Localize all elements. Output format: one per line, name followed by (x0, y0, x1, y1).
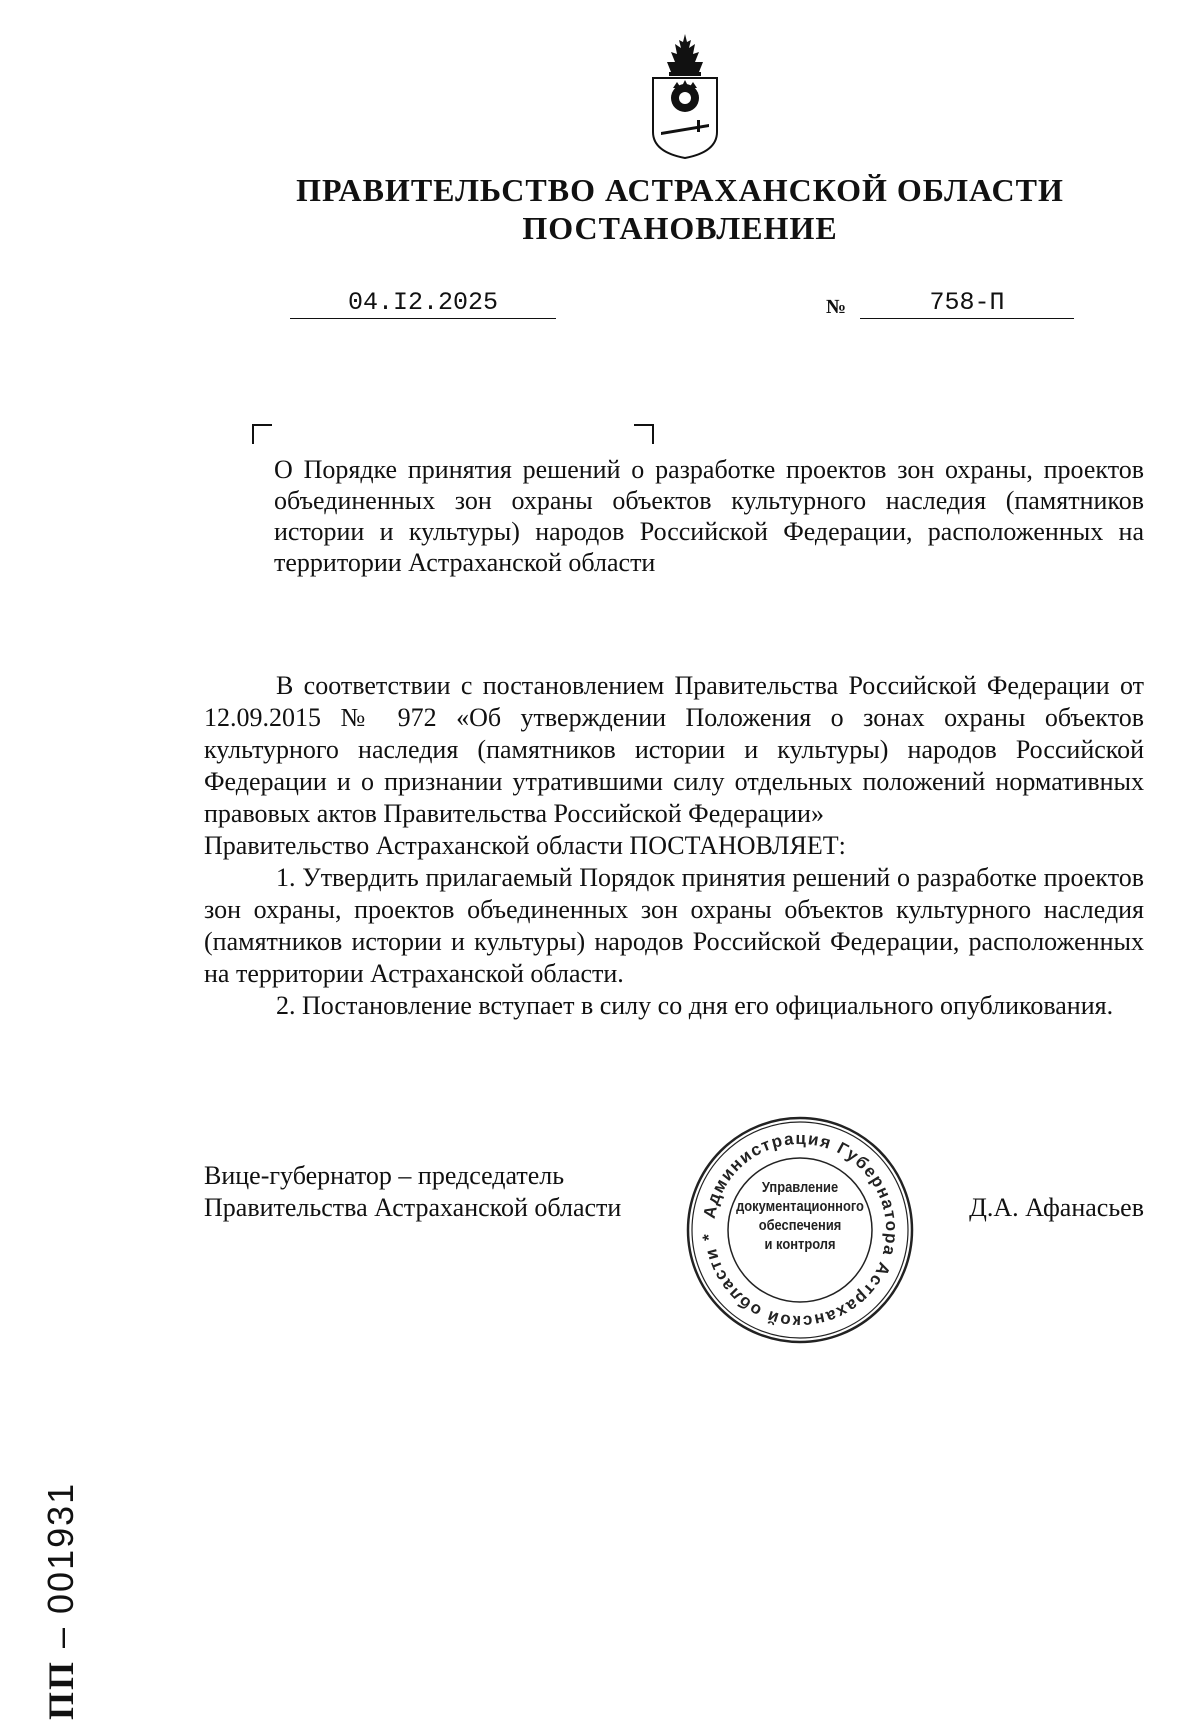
coat-of-arms-emblem (647, 32, 723, 160)
seal-center-line-4: и контроля (764, 1236, 836, 1253)
position-line-1: Вице-губернатор – председатель (204, 1161, 565, 1190)
signatory-position (204, 1160, 621, 1224)
item-1: 1. Утвердить прилагаемый Порядок принятия решений о разработке проектов зон охраны, проектов объединенных зон охраны объектов культурного наследия (памятников истории и культуры) народов Российской Федерации, расположенных на территории Астраханской области. (204, 863, 1144, 988)
government-title: ПРАВИТЕЛЬСТВО АСТРАХАНСКОЙ ОБЛАСТИ (296, 172, 1064, 208)
item-2: 2. Постановление вступает в силу со дня его официального опубликования. (276, 991, 1114, 1020)
seal-center-line-1: Управление (761, 1179, 839, 1196)
registration-code-number: – 001931 (40, 1481, 81, 1660)
preamble-paragraph: В соответствии с постановлением Правительства Российской Федерации от 12.09.2015 № 972 «Об утверждении Положения о зонах охраны объектов культурного наследия (памятников истории и культуры) народов Российской Федерации и о признании утратившими силу отдельных положений нормативных правовых актов Правительства Российской Федерации» (204, 671, 1144, 828)
registration-code (40, 1482, 82, 1720)
decree-line: Правительство Астраханской области ПОСТАНОВЛЯЕТ: (204, 831, 846, 860)
position-line-2: Правительства Астраханской области (204, 1193, 622, 1222)
seal-ring-text: Администрация Губернатора Астраханской области * (698, 1128, 902, 1332)
document-type-title: ПОСТАНОВЛЕНИЕ (522, 210, 838, 246)
signatory-name: Д.А. Афанасьев (969, 1193, 1144, 1222)
seal-center-text (734, 1178, 866, 1254)
document-date: 04.I2.2025 (290, 288, 556, 319)
number-sign: № (826, 296, 847, 318)
seal-center-line-3: обеспечения (758, 1217, 842, 1234)
document-subject: О Порядке принятия решений о разработке проектов зон охраны, проектов объединенных зон охраны объектов культурного наследия (памятников истории и культуры) народов Российской Федерации, расположенных на территории Астраханской области (274, 455, 1144, 577)
subject-bracket-left (252, 424, 272, 444)
seal-center-line-2: документационного (736, 1198, 864, 1215)
document-body (204, 670, 1144, 1022)
registration-code-prefix: ПП (41, 1659, 81, 1720)
subject-bracket-right (634, 424, 654, 444)
document-number: 758-П (860, 288, 1074, 319)
